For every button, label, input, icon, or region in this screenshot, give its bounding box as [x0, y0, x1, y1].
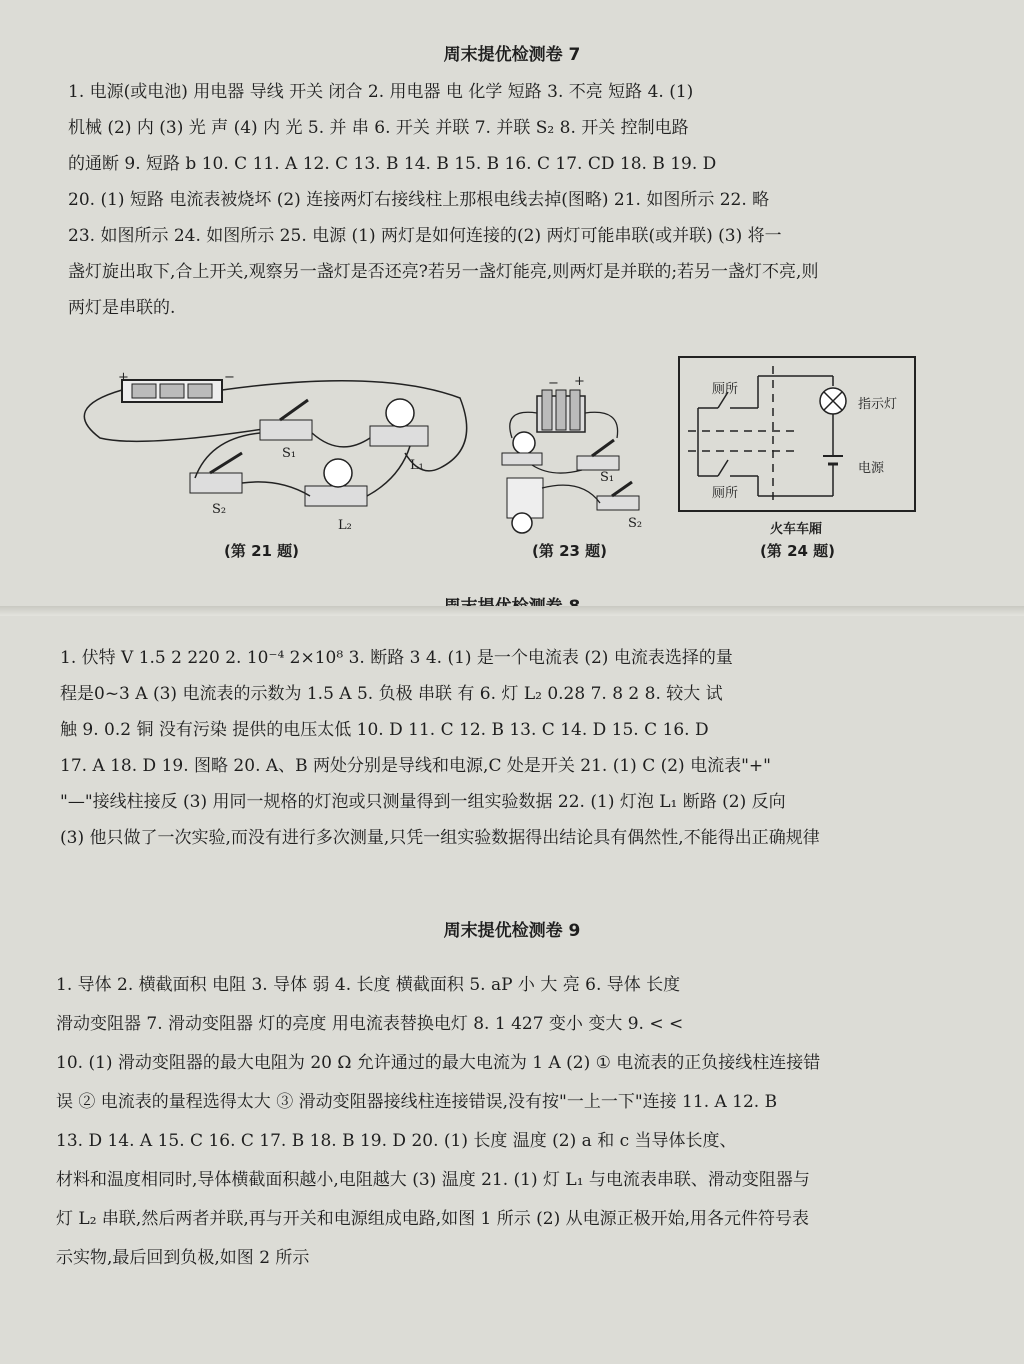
- fig21-s1-label: S₁: [282, 446, 297, 461]
- answer-line: (3) 他只做了一次实验,而没有进行多次测量,只凭一组实验数据得出结论具有偶然性,不能得出正确规律: [60, 828, 820, 848]
- fig23-plus-label: +: [574, 374, 585, 389]
- answer-line: 灯 L₂ 串联,然后两者并联,再与开关和电源组成电路,如图 1 所示 (2) 从电源正极开始,用各元件符号表: [56, 1209, 810, 1229]
- answer-line: 23. 如图所示 24. 如图所示 25. 电源 (1) 两灯是如何连接的(2) 两灯可能串联(或并联) (3) 将一: [68, 226, 782, 246]
- fig23-minus-label: −: [548, 376, 559, 391]
- answer-line: 示实物,最后回到负极,如图 2 所示: [56, 1248, 310, 1268]
- section-7-title: 周末提优检测卷 7: [443, 45, 581, 65]
- answer-line: 程是0~3 A (3) 电流表的示数为 1.5 A 5. 负极 串联 有 6. 灯 L₂ 0.28 7. 8 2 8. 较大 试: [60, 684, 723, 704]
- fig24-caption: (第 24 题): [760, 542, 836, 560]
- paper-fold: [0, 606, 1024, 616]
- section-8-answers: [60, 640, 970, 856]
- fig21-caption: (第 21 题): [224, 542, 300, 560]
- answer-line: 触 9. 0.2 铜 没有污染 提供的电压太低 10. D 11. C 12. B 13. C 14. D 15. C 16. D: [60, 720, 709, 740]
- answer-line: 的通断 9. 短路 b 10. C 11. A 12. C 13. B 14. B 15. B 16. C 17. CD 18. B 19. D: [68, 154, 717, 174]
- fig23-s2-label: S₂: [628, 516, 643, 531]
- answer-line: 1. 电源(或电池) 用电器 导线 开关 闭合 2. 用电器 电 化学 短路 3. 不亮 短路 4. (1): [68, 82, 694, 102]
- fig21-l1-label: L₁: [410, 458, 424, 473]
- fig21-l2-label: L₂: [338, 518, 352, 533]
- answer-line: 13. D 14. A 15. C 16. C 17. B 18. B 19. D 20. (1) 长度 温度 (2) a 和 c 当导体长度、: [56, 1131, 737, 1151]
- fig23-caption: (第 23 题): [532, 542, 608, 560]
- answer-line: 17. A 18. D 19. 图略 20. A、B 两处分别是导线和电源,C 处是开关 21. (1) C (2) 电流表"+": [60, 756, 771, 776]
- answer-line: 1. 导体 2. 横截面积 电阻 3. 导体 弱 4. 长度 横截面积 5. aP 小 大 亮 6. 导体 长度: [56, 975, 681, 995]
- answer-line: 1. 伏特 V 1.5 2 220 2. 10⁻⁴ 2×10⁸ 3. 断路 3 4. (1) 是一个电流表 (2) 电流表选择的量: [60, 648, 733, 668]
- answer-line: 滑动变阻器 7. 滑动变阻器 灯的亮度 用电流表替换电灯 8. 1 427 变小 变大 9. < <: [56, 1014, 684, 1034]
- fig24-toilet-2-label: 厕所: [712, 486, 739, 501]
- section-7-answers: [68, 74, 968, 326]
- answer-line: 盏灯旋出取下,合上开关,观察另一盏灯是否还亮?若另一盏灯能亮,则两灯是并联的;若另一盏灯不亮,则: [68, 262, 819, 282]
- section-9-title: 周末提优检测卷 9: [443, 921, 581, 941]
- fig24-toilet-1-label: 厕所: [712, 382, 739, 397]
- answer-line: "—"接线柱接反 (3) 用同一规格的灯泡或只测量得到一组实验数据 22. (1) 灯泡 L₁ 断路 (2) 反向: [60, 792, 786, 812]
- section-9-answers: [56, 966, 976, 1278]
- answer-line: 误 ② 电流表的量程选得太大 ③ 滑动变阻器接线柱连接错误,没有按"一上一下"连接 11. A 12. B: [56, 1092, 778, 1112]
- fig24-indicator-lamp-label: 指示灯: [858, 397, 898, 412]
- fig21-s2-label: S₂: [212, 502, 227, 517]
- fig24-power-label: 电源: [858, 461, 885, 476]
- circuit-figure-23: [492, 378, 652, 538]
- answer-line: 10. (1) 滑动变阻器的最大电阻为 20 Ω 允许通过的最大电流为 1 A (2) ① 电流表的正负接线柱连接错: [56, 1053, 821, 1073]
- fig21-plus-label: +: [118, 370, 129, 385]
- answer-line: 20. (1) 短路 电流表被烧坏 (2) 连接两灯右接线柱上那根电线去掉(图略) 21. 如图所示 22. 略: [68, 190, 770, 210]
- fig23-s1-label: S₁: [600, 470, 615, 485]
- fig21-minus-label: −: [224, 370, 235, 385]
- answer-line: 机械 (2) 内 (3) 光 声 (4) 内 光 5. 并 串 6. 开关 并联 7. 并联 S₂ 8. 开关 控制电路: [68, 118, 689, 138]
- fig24-subtitle: 火车车厢: [770, 522, 823, 537]
- answer-line: 材料和温度相同时,导体横截面积越小,电阻越大 (3) 温度 21. (1) 灯 L₁ 与电流表串联、滑动变阻器与: [56, 1170, 810, 1190]
- answer-line: 两灯是串联的.: [68, 298, 176, 318]
